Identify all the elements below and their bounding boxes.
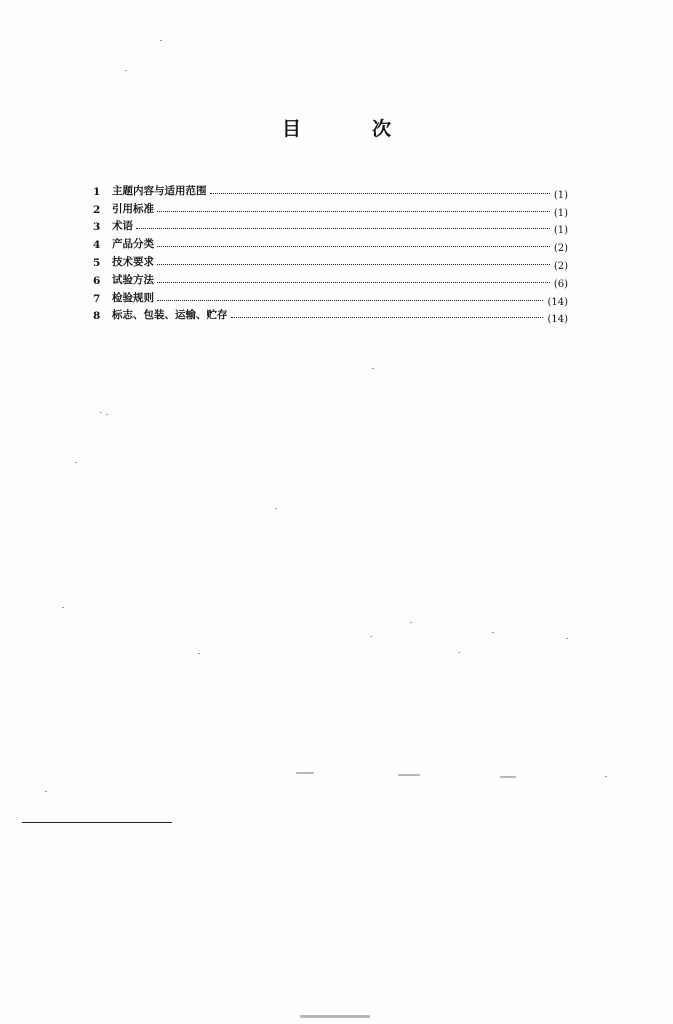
toc-entry-title: 检验规则 (112, 291, 154, 304)
toc-entry (93, 198, 568, 219)
toc-entry (93, 305, 568, 326)
toc-entry-page: (6) (553, 278, 568, 290)
scan-smudge (296, 772, 314, 774)
toc-entry-title: 产品分类 (112, 238, 154, 251)
toc-entry-page: (14) (547, 314, 568, 326)
toc-entry-number: 7 (93, 292, 101, 305)
toc-leader-dots (157, 264, 550, 265)
toc-entry-number: 6 (93, 274, 101, 287)
toc-entry-number: 2 (93, 203, 101, 216)
toc-entry-title: 试验方法 (112, 273, 154, 286)
toc-leader-dots (157, 282, 550, 283)
toc-entry-page: (1) (553, 207, 568, 219)
toc-entry-page: (1) (553, 189, 568, 201)
toc-entry-title: 标志、包装、运输、贮存 (112, 309, 228, 322)
scan-speck (370, 636, 372, 637)
toc-leader-dots (136, 228, 550, 229)
scan-speck (275, 508, 277, 509)
toc-entry (93, 287, 568, 308)
toc-entry-title: 术语 (112, 220, 133, 233)
scan-speck (75, 462, 77, 463)
scan-speck (160, 40, 162, 41)
scan-speck (100, 412, 102, 413)
scan-speck (410, 622, 412, 623)
toc-entry-title: 主题内容与适用范围 (112, 184, 207, 197)
toc-leader-dots (157, 300, 543, 301)
scan-speck (566, 638, 568, 639)
toc-entry-title: 技术要求 (112, 255, 154, 268)
toc-entry-page: (1) (553, 225, 568, 237)
page-title: 目 次 (281, 118, 417, 140)
scan-speck (106, 414, 108, 415)
toc-entry-page: (2) (553, 243, 568, 255)
scan-speck (605, 776, 607, 777)
toc-entry (93, 233, 568, 255)
scan-speck (372, 368, 374, 369)
toc-entry-number: 5 (93, 256, 101, 269)
scan-speck (45, 791, 47, 792)
toc-entry-number: 3 (93, 221, 101, 234)
toc-entry-page: (2) (553, 260, 568, 272)
table-of-contents (93, 180, 568, 326)
toc-leader-dots (210, 193, 550, 194)
scan-smudge (500, 776, 516, 778)
scan-speck (458, 652, 460, 653)
toc-entry-title: 引用标准 (112, 202, 154, 215)
scan-speck (125, 70, 127, 71)
scan-smudge (398, 774, 420, 776)
toc-entry-number: 1 (93, 185, 101, 198)
scan-speck (492, 632, 494, 633)
toc-entry-number: 8 (93, 310, 101, 323)
toc-entry-page: (14) (547, 296, 568, 308)
toc-entry (93, 251, 568, 272)
footnote-rule (22, 822, 172, 823)
toc-entry (93, 216, 568, 237)
scan-speck (62, 607, 64, 608)
toc-leader-dots (157, 246, 550, 247)
toc-entry-number: 4 (93, 239, 101, 252)
toc-entry (93, 180, 568, 201)
scan-smudge (300, 1015, 370, 1018)
toc-leader-dots (157, 211, 550, 212)
scan-speck (198, 653, 200, 654)
toc-entry (93, 269, 568, 290)
toc-leader-dots (231, 317, 544, 318)
